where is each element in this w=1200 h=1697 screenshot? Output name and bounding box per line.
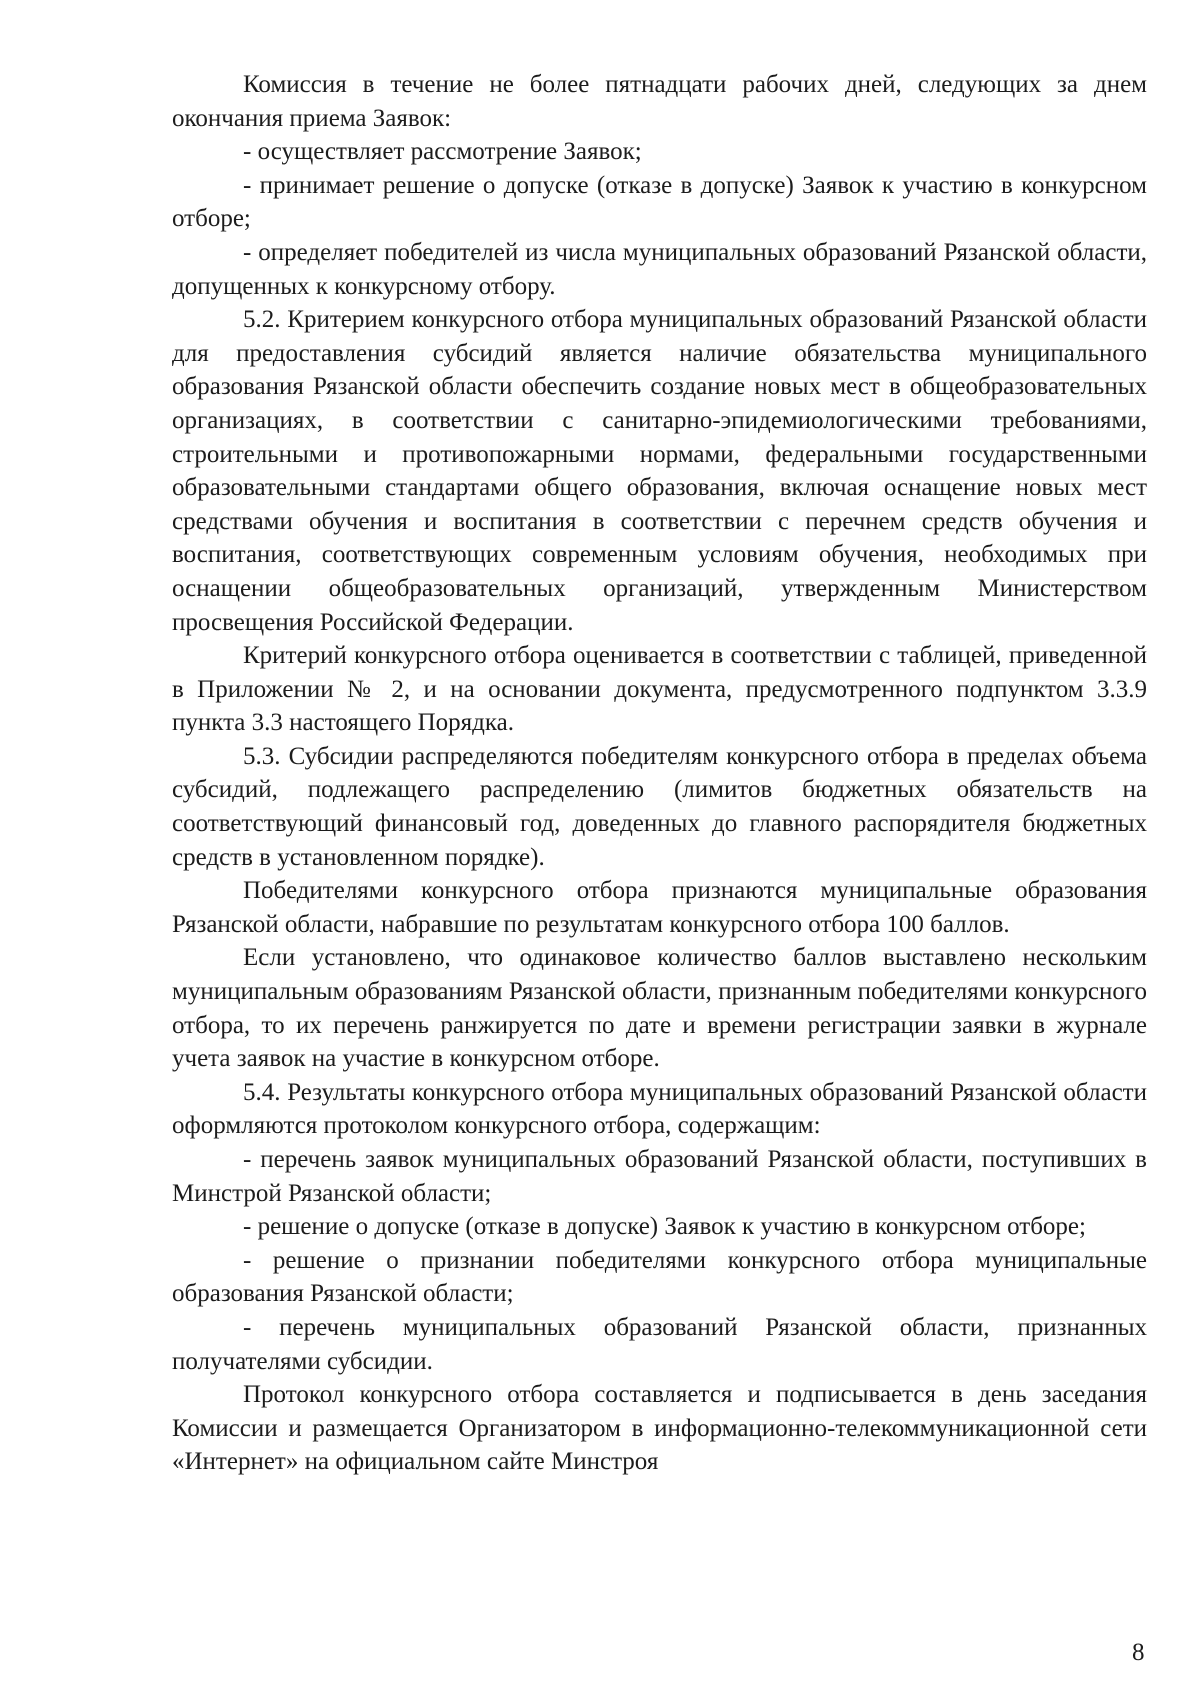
paragraph-equal-scores: Если установлено, что одинаковое количество баллов выставлено нескольким муниципальным образованиям Рязанской области, признанным победителями конкурсного отбора, то их перечень ранжируется по дате и времени регистрации заявки в журнале учета заявок на участие в конкурсном отборе.: [172, 944, 1147, 1073]
paragraph-criterion-evaluation: Критерий конкурсного отбора оценивается в соответствии с таблицей, приведенной в Приложении № 2, и на основании документа, предусмотренного подпунктом 3.3.9 пункта 3.3 настоящего Порядка.: [172, 642, 1147, 737]
paragraph-section-5-2: 5.2. Критерием конкурсного отбора муниципальных образований Рязанской области для предоставления субсидий является наличие обязательства муниципального образования Рязанской области обеспечить создание новых мест в общеобразовательных организациях, в соответствии с санитарно-эпидемиологическими требованиями, строительными и противопожарными нормами, федеральными государственными образовательными стандартами общего образования, включая оснащение новых мест средствами обучения и воспитания в соответствии с перечнем средств обучения и воспитания, соответствующих современным условиям обучения, необходимых при оснащении общеобразовательных организаций, утвержденным Министерством просвещения Российской Федерации.: [172, 306, 1147, 636]
list-item-admission-decision: - принимает решение о допуске (отказе в допуске) Заявок к участию в конкурсном отборе;: [172, 171, 1147, 233]
paragraph-commission-intro: Комиссия в течение не более пятнадцати рабочих дней, следующих за днем окончания приема Заявок:: [172, 71, 1147, 132]
paragraph-protocol-publication: Протокол конкурсного отбора составляется и подписывается в день заседания Комиссии и размещается Организатором в информационно-телекоммуникационной сети «Интернет» на официальном сайте Минстроя: [172, 1381, 1147, 1476]
document-body: [172, 68, 1147, 1479]
list-item-determine-winners: - определяет победителей из числа муниципальных образований Рязанской области, допущенных к конкурсному отбору.: [172, 238, 1147, 300]
list-item-recipients-list: - перечень муниципальных образований Рязанской области, признанных получателями субсидии.: [172, 1313, 1147, 1375]
list-item-admission-decision-protocol: - решение о допуске (отказе в допуске) Заявок к участию в конкурсном отборе;: [243, 1213, 1086, 1241]
paragraph-winners: Победителями конкурсного отбора признаются муниципальные образования Рязанской области, набравшие по результатам конкурсного отбора 100 баллов.: [172, 877, 1147, 938]
paragraph-section-5-4: 5.4. Результаты конкурсного отбора муниципальных образований Рязанской области оформляются протоколом конкурсного отбора, содержащим:: [172, 1078, 1147, 1140]
list-item-applications-list: - перечень заявок муниципальных образований Рязанской области, поступивших в Минстрой Рязанской области;: [172, 1146, 1147, 1207]
page-number: 8: [1132, 1639, 1145, 1666]
list-item-winners-decision: - решение о признании победителями конкурсного отбора муниципальные образования Рязанской области;: [172, 1246, 1147, 1308]
list-item-review-applications: - осуществляет рассмотрение Заявок;: [243, 138, 642, 166]
paragraph-section-5-3: 5.3. Субсидии распределяются победителям конкурсного отбора в пределах объема субсидий, подлежащего распределению (лимитов бюджетных обязательств на соответствующий финансовый год, доведенных до главного распорядителя бюджетных средств в установленном порядке).: [172, 742, 1147, 871]
